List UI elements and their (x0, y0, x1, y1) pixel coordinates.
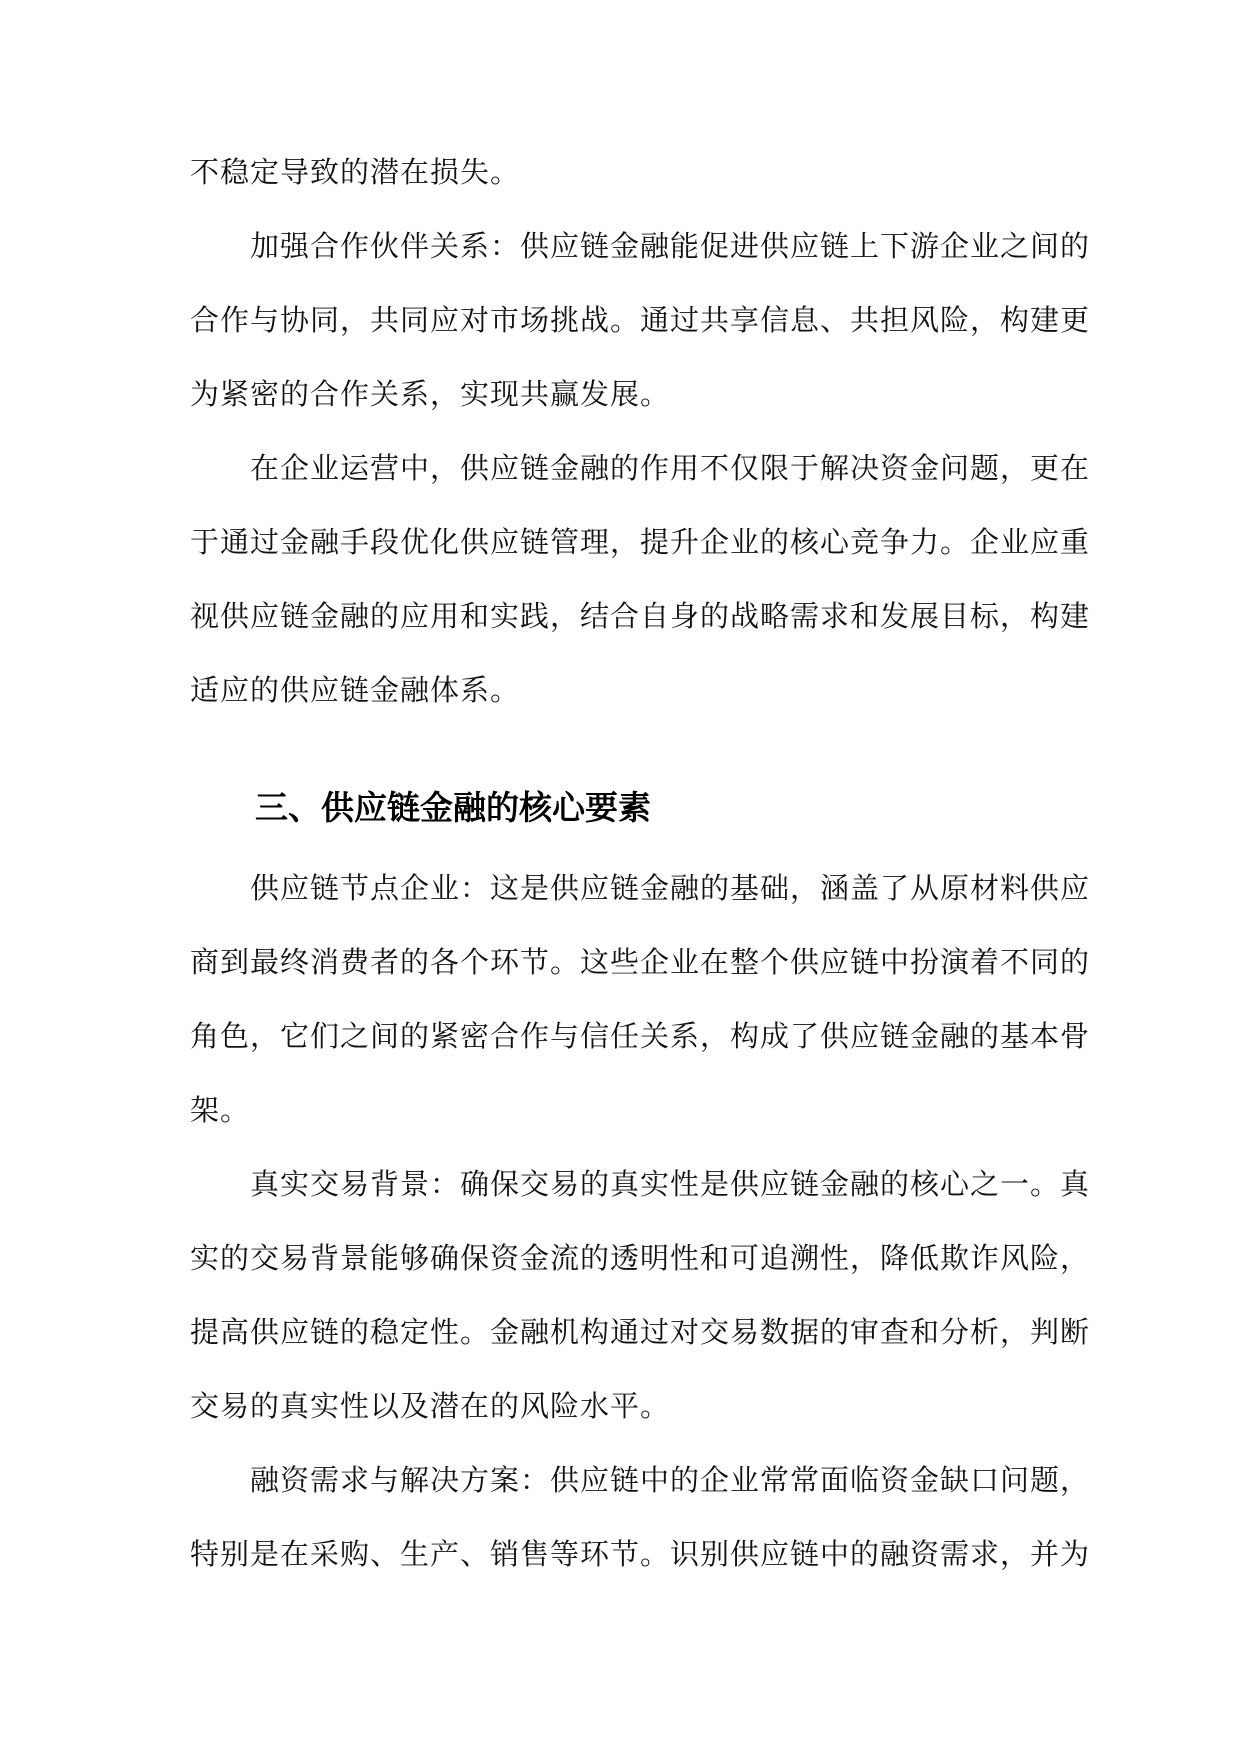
paragraph-line: 适应的供应链金融体系。 (190, 673, 521, 707)
paragraph-line: 特别是在采购、生产、销售等环节。识别供应链中的融资需求，并为 (190, 1537, 1091, 1571)
paragraph-line: 商到最终消费者的各个环节。这些企业在整个供应链中扮演着不同的 (190, 945, 1091, 979)
paragraph-line: 架。 (190, 1093, 251, 1127)
paragraph-line: 在企业运营中，供应链金融的作用不仅限于解决资金问题，更在 (250, 451, 1091, 485)
paragraph-line: 为紧密的合作关系，实现共赢发展。 (190, 377, 671, 411)
paragraph-line: 不稳定导致的潜在损失。 (190, 155, 521, 189)
paragraph-line: 于通过金融手段优化供应链管理，提升企业的核心竞争力。企业应重 (190, 525, 1091, 559)
section-heading: 三、供应链金融的核心要素 (255, 788, 651, 827)
paragraph-line: 真实交易背景：确保交易的真实性是供应链金融的核心之一。真 (250, 1167, 1091, 1201)
paragraph-line: 供应链节点企业：这是供应链金融的基础，涵盖了从原材料供应 (250, 871, 1091, 905)
paragraph-line: 加强合作伙伴关系：供应链金融能促进供应链上下游企业之间的 (250, 229, 1091, 263)
paragraph-line: 合作与协同，共同应对市场挑战。通过共享信息、共担风险，构建更 (190, 303, 1091, 337)
paragraph-line: 视供应链金融的应用和实践，结合自身的战略需求和发展目标，构建 (190, 599, 1091, 633)
paragraph-line: 角色，它们之间的紧密合作与信任关系，构成了供应链金融的基本骨 (190, 1019, 1091, 1053)
paragraph-line: 提高供应链的稳定性。金融机构通过对交易数据的审查和分析，判断 (190, 1315, 1091, 1349)
paragraph-line: 实的交易背景能够确保资金流的透明性和可追溯性，降低欺诈风险， (190, 1241, 1091, 1275)
paragraph-line: 融资需求与解决方案：供应链中的企业常常面临资金缺口问题， (250, 1463, 1091, 1497)
paragraph-line: 交易的真实性以及潜在的风险水平。 (190, 1389, 671, 1423)
